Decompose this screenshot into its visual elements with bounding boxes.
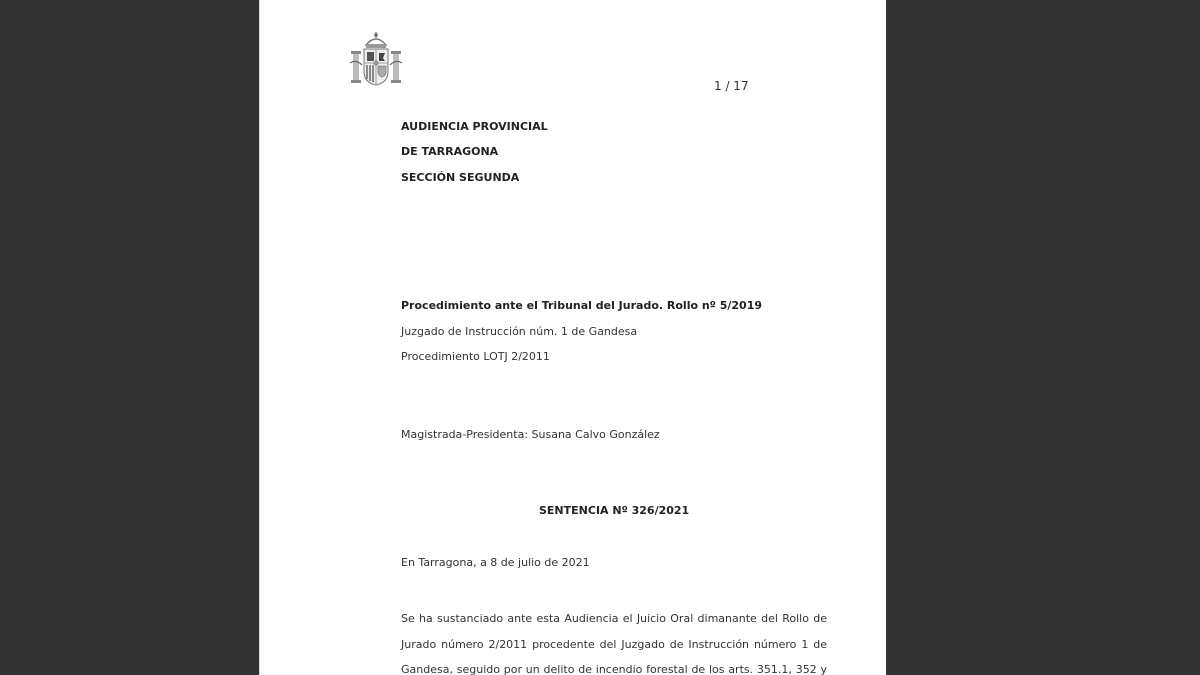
presiding-magistrate: Magistrada-Presidenta: Susana Calvo González: [401, 428, 660, 441]
paragraph-line: Gandesa, seguido por un delito de incendio forestal de los arts. 351.1, 352 y: [401, 663, 827, 675]
date-line: En Tarragona, a 8 de julio de 2021: [401, 556, 590, 569]
spain-coat-of-arms-icon: [350, 31, 402, 87]
document-page: [259, 0, 886, 675]
court-section: SECCIÓN SEGUNDA: [401, 171, 520, 184]
page-indicator: 1 / 17: [714, 79, 749, 93]
paragraph-line: Jurado número 2/2011 procedente del Juzgado de Instrucción número 1 de: [401, 637, 827, 651]
paragraph-line: Se ha sustanciado ante esta Audiencia el Juicio Oral dimanante del Rollo de: [401, 612, 827, 625]
body-paragraph: [401, 606, 827, 675]
court-name-line-2: DE TARRAGONA: [401, 145, 499, 158]
procedure-lotj: Procedimiento LOTJ 2/2011: [401, 350, 550, 363]
court-of-instruction: Juzgado de Instrucción núm. 1 de Gandesa: [401, 325, 638, 338]
procedure-title: Procedimiento ante el Tribunal del Jurado. Rollo nº 5/2019: [401, 299, 763, 312]
court-name-line-1: AUDIENCIA PROVINCIAL: [401, 120, 548, 133]
sentence-title: SENTENCIA Nº 326/2021: [539, 504, 690, 517]
